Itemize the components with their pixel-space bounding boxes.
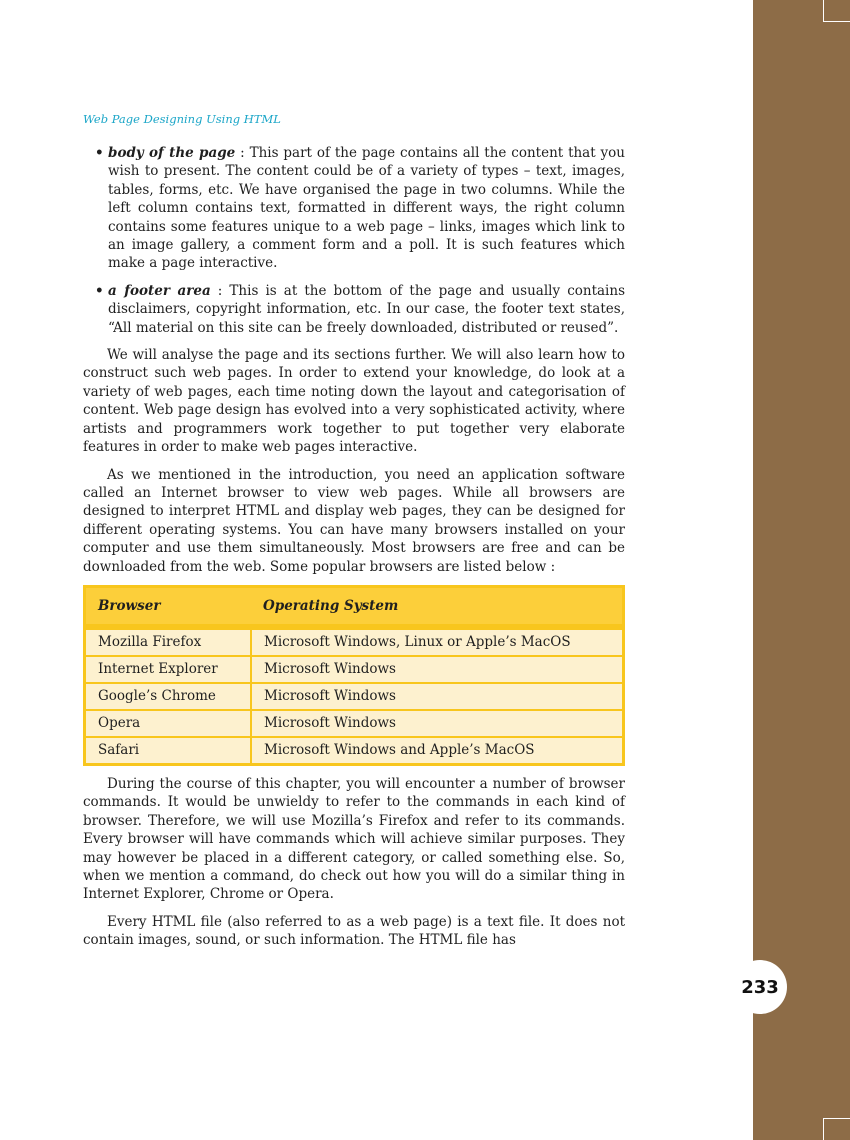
bullet-item-footer	[83, 282, 625, 337]
page-body	[83, 144, 625, 959]
paragraph-browsers-intro: As we mentioned in the introduction, you need an application software called an Internet browser to view web pages. While all browsers are designed to interpret HTML and display web pages, they can be designed for different operating systems. You can have many browsers installed on your computer and use them simultaneously. Most browsers are free and can be downloaded from the web. Some popular browsers are listed below :	[83, 466, 625, 575]
table-cell-os: Microsoft Windows and Apple’s MacOS	[251, 737, 624, 765]
bullet-dot: •	[95, 145, 104, 161]
table-cell-os: Microsoft Windows	[251, 683, 624, 710]
paragraph-html-file: Every HTML file (also referred to as a web page) is a text file. It does not contain images, sound, or such information. The HTML file has	[83, 913, 625, 949]
bullet-term: a footer area	[108, 282, 211, 299]
crop-mark-top	[823, 0, 850, 22]
crop-mark-bottom	[823, 1118, 850, 1140]
table-row	[85, 683, 624, 710]
paragraph-analyse: We will analyse the page and its sections further. We will also learn how to construct such web pages. In order to extend your knowledge, do look at a variety of web pages, each time noting down the layout and categorisation of content. Web page design has evolved into a very sophisticated activity, where artists and programmers work together to put together very elaborate features in order to make web pages interactive.	[83, 347, 625, 456]
page-number: 233	[741, 976, 779, 998]
table-cell-browser: Opera	[85, 710, 252, 737]
table-header-os: Operating System	[251, 586, 624, 627]
bullet-text: : This part of the page contains all the content that you wish to present. The content could be of a variety of types – text, images, tables, forms, etc. We have organised the page in two columns. While the left column contains text, formatted in different ways, the right column contains some features unique to a web page – links, images which link to an image gallery, a comment form and a poll. It is such features which make a page interactive.	[108, 145, 625, 272]
table-header-browser: Browser	[85, 586, 252, 627]
browser-table	[83, 585, 625, 766]
table-header-row	[85, 586, 624, 627]
bullet-text: : This is at the bottom of the page and usually contains disclaimers, copyright information, etc. In our case, the footer text states, “All material on this site can be freely downloaded, distributed or reused”.	[108, 282, 625, 336]
table-cell-browser: Mozilla Firefox	[85, 627, 252, 656]
table-cell-browser: Google’s Chrome	[85, 683, 252, 710]
table-cell-os: Microsoft Windows	[251, 656, 624, 683]
table-row	[85, 737, 624, 765]
paragraph-browser-commands: During the course of this chapter, you will encounter a number of browser commands. It would be unwieldy to refer to the commands in each kind of browser. Therefore, we will use Mozilla’s Firefox and refer to its commands. Every browser will have commands which will achieve similar purposes. They may however be placed in a different category, or called something else. So, when we mention a command, do check out how you will do a similar thing in Internet Explorer, Chrome or Opera.	[83, 775, 625, 903]
table-row	[85, 627, 624, 656]
table-cell-os: Microsoft Windows, Linux or Apple’s MacOS	[251, 627, 624, 656]
table-cell-browser: Safari	[85, 737, 252, 765]
table-cell-browser: Internet Explorer	[85, 656, 252, 683]
table-row	[85, 656, 624, 683]
running-header: Web Page Designing Using HTML	[83, 112, 281, 126]
bullet-dot: •	[95, 282, 104, 299]
table-row	[85, 710, 624, 737]
page-number-badge	[733, 960, 787, 1014]
bullet-term: body of the page	[108, 145, 236, 161]
bullet-item-body	[83, 144, 625, 273]
table-cell-os: Microsoft Windows	[251, 710, 624, 737]
